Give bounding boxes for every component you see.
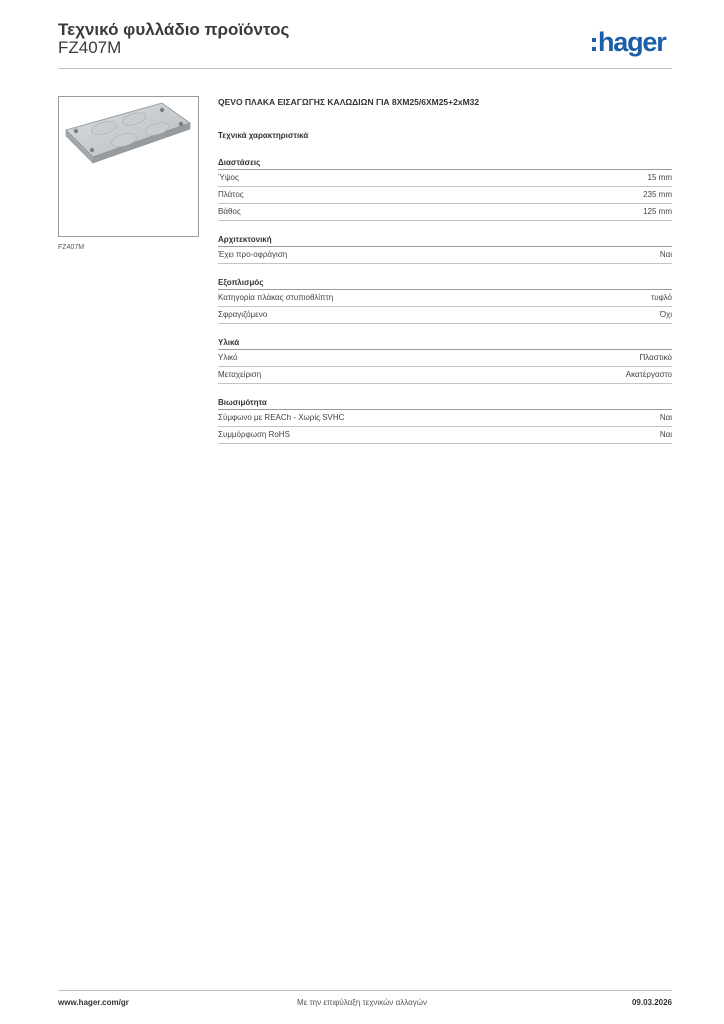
spec-heading: Τεχνικά χαρακτηριστικά — [218, 131, 309, 140]
spec-label: Συμμόρφωση RoHS — [218, 430, 290, 439]
footer-center-text: Με την επιφύλαξη τεχνικών αλλαγών — [297, 998, 427, 1007]
header-divider — [58, 68, 672, 69]
spec-value: 15 mm — [647, 173, 672, 182]
spec-label: Υλικό — [218, 353, 238, 362]
spec-row — [218, 307, 672, 324]
spec-row — [218, 290, 672, 307]
footer-date: 09.03.2026 — [631, 998, 672, 1007]
spec-label: Σύμφωνο με REACh - Χωρίς SVHC — [218, 413, 345, 422]
logo-colon-icon — [592, 38, 596, 51]
section-title: Εξοπλισμός — [218, 276, 672, 290]
product-name: QEVO ΠΛΑΚΑ ΕΙΣΑΓΩΓΗΣ ΚΑΛΩΔΙΩΝ ΓΙΑ 8XM25/6XM25+2xM32 — [218, 97, 480, 107]
section-sustainability — [218, 396, 672, 444]
section-title: Αρχιτεκτονική — [218, 233, 672, 247]
spec-sections — [218, 156, 672, 456]
section-title: Βιωσιμότητα — [218, 396, 672, 410]
spec-label: Μεταχείριση — [218, 370, 262, 379]
section-title: Υλικά — [218, 336, 672, 350]
spec-value: Πλαστικό — [639, 353, 672, 362]
logo-text: hager — [598, 26, 666, 57]
spec-value: Ναι — [659, 413, 672, 422]
section-materials — [218, 336, 672, 384]
spec-value: 125 mm — [643, 207, 672, 216]
spec-value: Ναι — [659, 430, 672, 439]
section-architecture — [218, 233, 672, 264]
spec-value: Όχι — [659, 310, 672, 319]
spec-label: Ύψος — [218, 173, 239, 182]
section-equipment — [218, 276, 672, 324]
product-photo — [58, 96, 199, 237]
section-title: Διαστάσεις — [218, 156, 672, 170]
spec-value: τυφλό — [651, 293, 672, 302]
spec-row — [218, 427, 672, 444]
section-dimensions — [218, 156, 672, 221]
spec-value: Ναι — [659, 250, 672, 259]
document-title: Τεχνικό φυλλάδιο προϊόντος — [58, 20, 290, 39]
spec-label: Βάθος — [218, 207, 241, 216]
spec-row — [218, 367, 672, 384]
spec-label: Σφραγιζόμενο — [218, 310, 268, 319]
spec-label: Κατηγορία πλάκας στυπιοθλίπτη — [218, 293, 334, 302]
spec-row — [218, 247, 672, 264]
footer-divider — [58, 990, 672, 991]
spec-value: Ακατέργαστο — [625, 370, 672, 379]
spec-row — [218, 350, 672, 367]
spec-row — [218, 204, 672, 221]
cable-entry-plate-image — [59, 97, 198, 236]
product-code: FZ407M — [58, 38, 122, 57]
spec-row — [218, 187, 672, 204]
spec-value: 235 mm — [643, 190, 672, 199]
spec-row — [218, 410, 672, 427]
spec-label: Έχει προ-οφράγιση — [218, 250, 288, 259]
spec-row — [218, 170, 672, 187]
hager-logo — [592, 26, 666, 58]
photo-caption: FZ407M — [58, 244, 85, 251]
footer-website[interactable]: www.hager.com/gr — [58, 998, 129, 1007]
spec-label: Πλάτος — [218, 190, 244, 199]
